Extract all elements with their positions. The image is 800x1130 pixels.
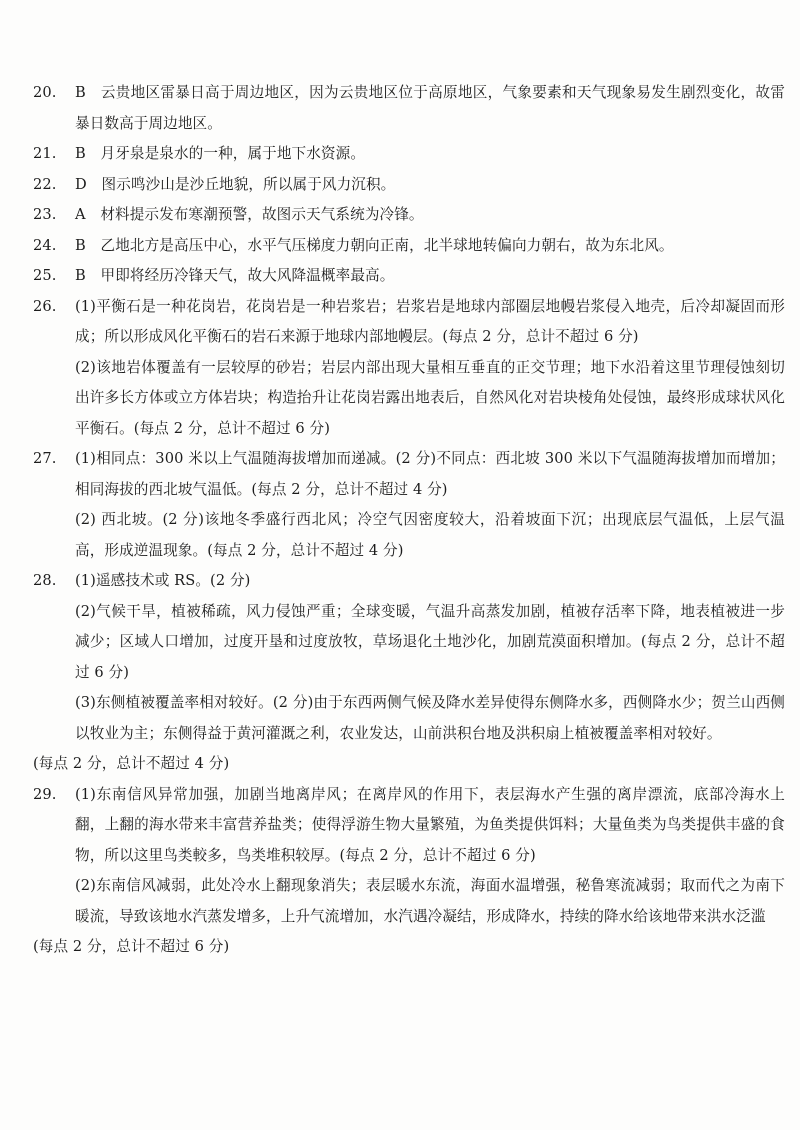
scoring-note: (每点 2 分，总计不超过 4 分): [33, 755, 230, 772]
answer-part-1: (1)东南信风异常加强，加剧当地离岸风；在离岸风的作用下，表层海水产生强的离岸漂流，底部冷海水上翻，上翻的海水带来丰富营养盐类；使得浮游生物大量繁殖，为鱼类提供饵料；大量鱼类为鸟类提供丰盛的食物，所以这里鸟类較多，鸟类堆积较厚。(每点 2 分，总计不超过 6 分): [75, 785, 785, 864]
answer-text: A 材料提示发布寒潮预警，故图示天气系统为冷锋。: [75, 206, 424, 223]
question-number: 23.: [33, 206, 57, 223]
answer-item-27: [33, 444, 785, 566]
answer-part-1: (1)平衡石是一种花岗岩，花岗岩是一种岩浆岩；岩浆岩是地球内部圈层地幔岩浆侵入地壳，后冷却凝固而形成；所以形成风化平衡石的岩石来源于地球内部地幔层。(每点 2 分，总计不超过 6 分): [75, 297, 785, 345]
answer-part-2: (2)该地岩体覆盖有一层较厚的砂岩；岩层内部出现大量相互垂直的正交节理；地下水沿着这里节理侵蚀刻切出许多长方体或立方体岩块；构造抬升让花岗岩露出地表后，自然风化对岩块棱角处侵蚀，最终形成球状风化平衡石。(每点 2 分，总计不超过 6 分): [75, 358, 785, 437]
answer-part-1: (1)遥感技术或 RS。(2 分): [75, 572, 251, 589]
answer-item-21: [33, 139, 785, 170]
answer-text: B 甲即将经历冷锋天气，故大风降温概率最高。: [75, 267, 395, 284]
question-number: 20.: [33, 84, 57, 101]
answer-item-29: [33, 780, 785, 963]
answer-item-22: [33, 170, 785, 201]
answer-item-25: [33, 261, 785, 292]
answer-text: B 云贵地区雷暴日高于周边地区，因为云贵地区位于高原地区，气象要素和天气现象易发生剧烈变化，故雷暴日数高于周边地区。: [75, 84, 785, 132]
question-number: 27.: [33, 450, 57, 467]
answer-item-28: [33, 566, 785, 780]
question-number: 29.: [33, 785, 57, 803]
answer-part-1: (1)相同点：300 米以上气温随海拔增加而递减。(2 分)不同点：西北坡 300 米以下气温随海拔增加而增加；相同海拔的西北坡气温低。(每点 2 分，总计不超过 4 分): [75, 450, 785, 498]
answer-item-20: [33, 78, 785, 139]
answer-text: B 月牙泉是泉水的一种，属于地下水资源。: [75, 145, 366, 162]
question-number: 22.: [33, 175, 57, 193]
answer-part-2: (2) 西北坡。(2 分)该地冬季盛行西北风；冷空气因密度较大，沿着坡面下沉；出现底层气温低，上层气温高，形成逆温现象。(每点 2 分，总计不超过 4 分): [75, 511, 785, 559]
answer-part-2: (2)东南信风减弱，此处冷水上翻现象消失；表层暖水东流，海面水温增强，秘鲁寒流减弱；取而代之为南下暖流，导致该地水汽蒸发增多，上升气流增加，水汽遇冷凝结，形成降水，持续的降水给该地带来洪水泛滥: [75, 877, 785, 925]
question-number: 25.: [33, 267, 57, 284]
answer-part-3: (3)东侧植被覆盖率相对较好。(2 分)由于东西两侧气候及降水差异使得东侧降水多，西侧降水少；贺兰山西侧以牧业为主；东侧得益于黄河灌溉之利，农业发达，山前洪积台地及洪积扇上植被覆盖率相对较好。: [75, 694, 785, 742]
question-number: 26.: [33, 297, 57, 315]
answer-text: B 乙地北方是高压中心，水平气压梯度力朝向正南，北半球地转偏向力朝右，故为东北风。: [75, 236, 674, 254]
question-number: 28.: [33, 572, 57, 589]
answer-item-26: [33, 292, 785, 445]
scoring-note: (每点 2 分，总计不超过 6 分): [33, 938, 230, 955]
question-number: 21.: [33, 145, 57, 162]
answer-item-24: [33, 231, 785, 262]
question-number: 24.: [33, 236, 57, 254]
answer-text: D 图示鸣沙山是沙丘地貌，所以属于风力沉积。: [75, 175, 396, 193]
answer-item-23: [33, 200, 785, 231]
answer-part-2: (2)气候干旱，植被稀疏，风力侵蚀严重；全球变暖，气温升高蒸发加剧，植被存活率下降，地表植被进一步减少；区域人口增加，过度开垦和过度放牧，草场退化土地沙化，加剧荒漠面积增加。(每点 2 分，总计不超过 6 分): [75, 602, 785, 681]
answer-list: [33, 78, 785, 963]
